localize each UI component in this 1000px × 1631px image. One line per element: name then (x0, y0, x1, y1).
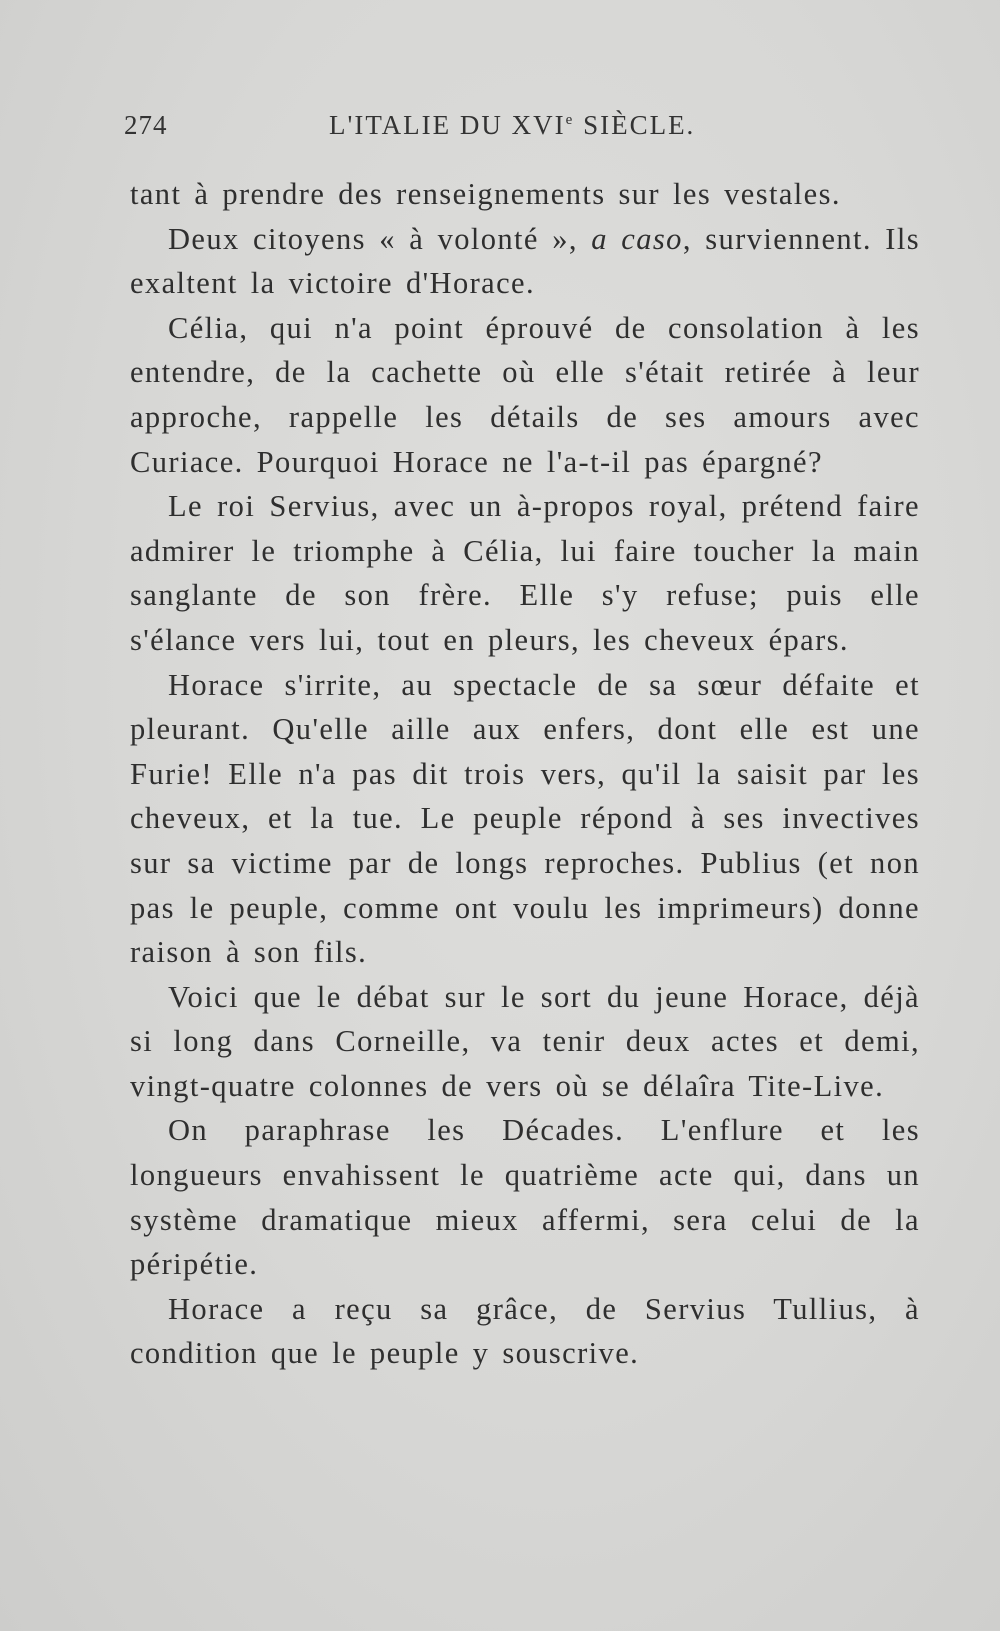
paragraph: Le roi Servius, avec un à-propos royal, prétend faire admirer le triomphe à Célia, lui faire toucher la main sanglante de son frère. Elle s'y refuse; puis elle s'élance vers lui, tout en pleurs, les cheveux épars. (130, 489, 920, 657)
paragraph: Horace a reçu sa grâce, de Servius Tullius, à condition que le peuple y souscrive. (130, 1291, 920, 1371)
paragraph: Horace s'irrite, au spectacle de sa sœur défaite et pleurant. Qu'elle aille aux enfers, dont elle est une Furie! Elle n'a pas dit trois vers, qu'il la saisit par les cheveux, et la tue. Le peuple répond à ses invectives sur sa victime par de longs reproches. Publius (et non pas le peuple, comme ont voulu les imprimeurs) donne raison à son fils. (130, 667, 920, 970)
running-head (329, 110, 695, 141)
paragraph (130, 217, 920, 306)
body-text (130, 172, 920, 1376)
paragraph-text: Deux citoyens « à volonté », (168, 221, 592, 256)
page-header (124, 110, 924, 150)
running-head-main: L'ITALIE DU XVI (329, 110, 566, 140)
paragraph: Célia, qui n'a point éprouvé de consolation à les entendre, de la cachette où elle s'était retirée à leur approche, rappelle les détails de ses amours avec Curiace. Pourquoi Horace ne l'a-t-il pas épargné? (130, 310, 920, 479)
page-number: 274 (124, 110, 168, 140)
paragraph-continuation: tant à prendre des renseignements sur les vestales. (130, 177, 841, 211)
paragraph: On paraphrase les Décades. L'enflure et les longueurs envahissent le quatrième acte qui, dans un système dramatique mieux affermi, sera celui de la péripétie. (130, 1113, 920, 1282)
paragraph-text: , surviennent. Ils exaltent la victoire d'Horace. (130, 221, 921, 301)
running-head-superscript: e (565, 112, 575, 128)
paragraph: Voici que le débat sur le sort du jeune Horace, déjà si long dans Corneille, va tenir deux actes et demi, vingt-quatre colonnes de vers où se délaîra Tite-Live. (130, 979, 920, 1103)
running-head-end: SIÈCLE. (574, 110, 696, 140)
italic-phrase: a caso (591, 221, 683, 256)
